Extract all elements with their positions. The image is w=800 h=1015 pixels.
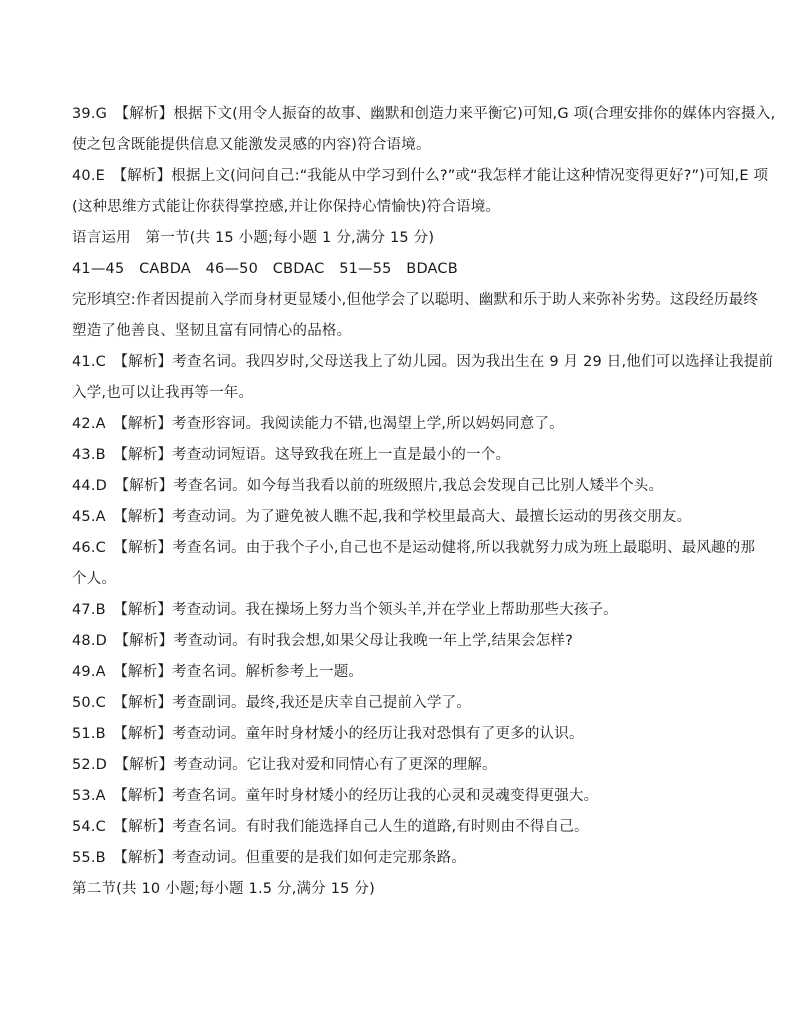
answer-52: 52.D 【解析】考查动词。它让我对爱和同情心有了更深的理解。	[72, 757, 497, 773]
answer-41-line-2: 入学,也可以让我再等一年。	[72, 385, 254, 401]
section-heading-1: 语言运用 第一节(共 15 小题;每小题 1 分,满分 15 分)	[72, 230, 435, 246]
answer-41-line-1: 41.C 【解析】考查名词。我四岁时,父母送我上了幼儿园。因为我出生在 9 月 29 日,他们可以选择让我提前	[72, 354, 774, 370]
answer-53: 53.A 【解析】考查名词。童年时身材矮小的经历让我的心灵和灵魂变得更强大。	[72, 788, 599, 804]
answer-42: 42.A 【解析】考查形容词。我阅读能力不错,也渴望上学,所以妈妈同意了。	[72, 416, 564, 432]
answer-39-line-1: 39.G 【解析】根据下文(用令人振奋的故事、幽默和创造力来平衡它)可知,G 项(合理安排你的媒体内容摄入,	[72, 106, 776, 122]
answer-45: 45.A 【解析】考查动词。为了避免被人瞧不起,我和学校里最高大、最擅长运动的男孩交朋友。	[72, 509, 692, 525]
answer-46-line-2: 个人。	[72, 571, 117, 587]
answer-47: 47.B 【解析】考查动词。我在操场上努力当个领头羊,并在学业上帮助那些大孩子。	[72, 602, 618, 618]
answer-43: 43.B 【解析】考查动词短语。这导致我在班上一直是最小的一个。	[72, 447, 511, 463]
answer-54: 54.C 【解析】考查名词。有时我们能选择自己人生的道路,有时则由不得自己。	[72, 819, 589, 835]
answer-50: 50.C 【解析】考查副词。最终,我还是庆幸自己提前入学了。	[72, 695, 472, 711]
cloze-summary-line-2: 塑造了他善良、坚韧且富有同情心的品格。	[72, 323, 352, 339]
answer-46-line-1: 46.C 【解析】考查名词。由于我个子小,自己也不是运动健将,所以我就努力成为班上最聪明、最风趣的那	[72, 540, 756, 556]
cloze-summary-line-1: 完形填空:作者因提前入学而身材更显矮小,但他学会了以聪明、幽默和乐于助人来弥补劣势。这段经历最终	[72, 292, 759, 308]
answer-key-summary: 41—45 CABDA 46—50 CBDAC 51—55 BDACB	[72, 261, 458, 277]
answer-40-line-2: (这种思维方式能让你获得掌控感,并让你保持心情愉快)符合语境。	[72, 199, 501, 215]
answer-55: 55.B 【解析】考查动词。但重要的是我们如何走完那条路。	[72, 850, 467, 866]
answer-48: 48.D 【解析】考查动词。有时我会想,如果父母让我晚一年上学,结果会怎样?	[72, 633, 573, 649]
document-page	[72, 104, 776, 899]
answer-49: 49.A 【解析】考查名词。解析参考上一题。	[72, 664, 364, 680]
answer-39-line-2: 使之包含既能提供信息又能激发灵感的内容)符合语境。	[72, 137, 431, 153]
section-heading-2: 第二节(共 10 小题;每小题 1.5 分,满分 15 分)	[72, 881, 375, 897]
answer-51: 51.B 【解析】考查动词。童年时身材矮小的经历让我对恐惧有了更多的认识。	[72, 726, 584, 742]
answer-44: 44.D 【解析】考查名词。如今每当我看以前的班级照片,我总会发现自己比别人矮半个头。	[72, 478, 664, 494]
answer-40-line-1: 40.E 【解析】根据上文(问问自己:“我能从中学习到什么?”或“我怎样才能让这种情况变得更好?”)可知,E 项	[72, 168, 769, 184]
